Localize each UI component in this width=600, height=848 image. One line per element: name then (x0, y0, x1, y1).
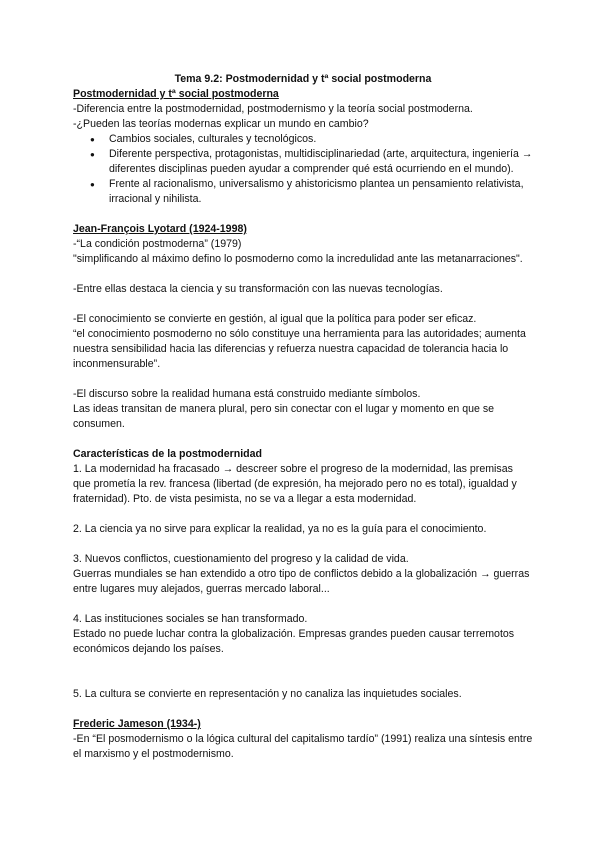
section-heading-lyotard: Jean-François Lyotard (1924-1998) (73, 223, 247, 235)
paragraph: -¿Pueden las teorías modernas explicar un mundo en cambio? (73, 118, 369, 130)
paragraph: -Entre ellas destaca la ciencia y su transformación con las nuevas tecnologías. (73, 283, 443, 295)
bullet-item: ● Diferente perspectiva, protagonistas, multidisciplinariedad (arte, arquitectura, ingeniería → diferentes disciplinas pueden ayudar a comprender qué está ocurriendo en el mundo). (109, 147, 533, 177)
paragraph: -El conocimiento se convierte en gestión, al igual que la política para poder ser eficaz. (73, 313, 477, 325)
numbered-item: 3. Nuevos conflictos, cuestionamiento del progreso y la calidad de vida. (73, 553, 409, 565)
numbered-item: 2. La ciencia ya no sirve para explicar la realidad, ya no es la guía para el conocimiento. (73, 523, 487, 535)
paragraph: -En “El posmodernismo o la lógica cultural del capitalismo tardío” (1991) realiza una síntesis entre el marxismo y el postmodernismo. (73, 733, 533, 760)
paragraph: -El discurso sobre la realidad humana está construido mediante símbolos. (73, 388, 421, 400)
section-heading-jameson: Frederic Jameson (1934-) (73, 718, 201, 730)
paragraph: “el conocimiento posmoderno no sólo constituye una herramienta para las autoridades; aumenta nuestra sensibilidad hacia las diferencias y refuerza nuestra capacidad de tolerancia hacia lo inconmensurable”. (73, 328, 526, 370)
numbered-item: 5. La cultura se convierte en representación y no canaliza las inquietudes sociales. (73, 688, 462, 700)
paragraph: Las ideas transitan de manera plural, pero sin conectar con el lugar y momento en que se consumen. (73, 403, 495, 430)
paragraph: Guerras mundiales se han extendido a otro tipo de conflictos debido a la globalización → guerras entre lugares muy alejados, guerras mercado laboral... (73, 568, 530, 595)
numbered-item: 1. La modernidad ha fracasado → descreer sobre el progreso de la modernidad, las premisas que prometía la rev. francesa (libertad (de expresión, ha mejorado pero no es total), igualdad y fraternidad). Pto. de vista pesimista, no se va a llegar a esta modernidad. (73, 463, 517, 505)
bullet-item: ● Frente al racionalismo, universalismo y ahistoricismo plantea un pensamiento relativista, irracional y nihilista. (109, 177, 533, 207)
paragraph: -Diferencia entre la postmodernidad, postmodernismo y la teoría social postmoderna. (73, 103, 473, 115)
section-heading-caracteristicas: Características de la postmodernidad (73, 448, 262, 460)
bullet-item: ● Cambios sociales, culturales y tecnológicos. (109, 132, 533, 147)
bullet-list (73, 132, 533, 207)
paragraph: -“La condición postmoderna” (1979) (73, 238, 242, 250)
paragraph: "simplificando al máximo defino lo posmoderno como la incredulidad ante las metanarraciones". (73, 253, 523, 265)
paragraph: Estado no puede luchar contra la globalización. Empresas grandes pueden causar terremotos económicos dejando los países. (73, 628, 515, 655)
document-title: Tema 9.2: Postmodernidad y tª social postmoderna (174, 73, 432, 85)
numbered-item: 4. Las instituciones sociales se han transformado. (73, 613, 308, 625)
section-heading-postmodernidad: Postmodernidad y tª social postmoderna (73, 88, 279, 100)
document-page (73, 72, 533, 762)
